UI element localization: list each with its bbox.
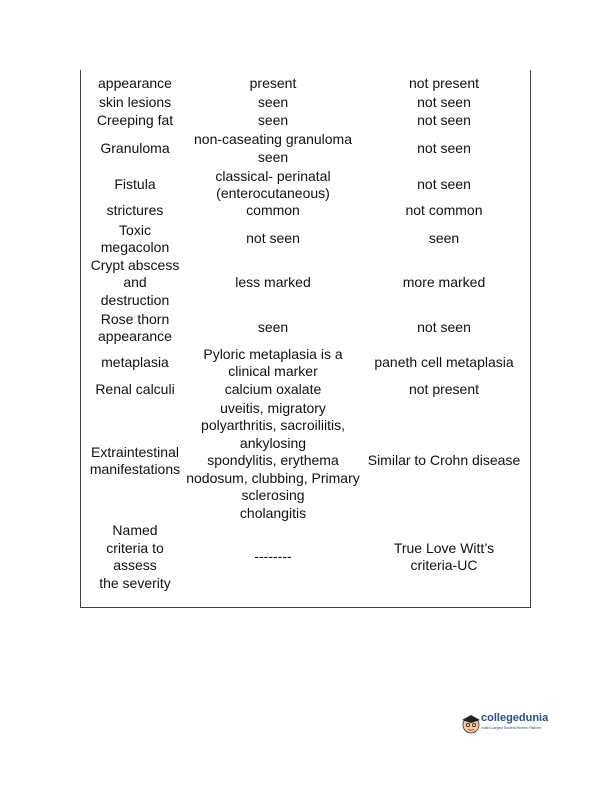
row-label-line: appearance [98,75,172,92]
uc-value-cell [360,202,528,220]
crohn-value-cell [186,202,360,220]
crohn-value-line: seen [257,148,289,165]
logo-name: collegedunia [481,712,549,724]
row-label-cell [84,75,186,93]
row-label-cell [84,444,186,479]
crohn-value-cell [186,230,360,248]
uc-value-cell [360,319,528,337]
crohn-value-cell [186,131,360,166]
crohn-value-cell [186,274,360,292]
row-label-cell [84,354,186,372]
crohn-value-cell [186,319,360,337]
crohn-value-line: seen [257,319,289,336]
uc-value-line: not common [405,202,483,219]
crohn-value-line: common [246,202,300,219]
crohn-value-line: -------- [254,548,292,565]
crohn-value-cell [186,346,360,381]
row-label-line: manifestations [89,461,181,477]
uc-value-line: not seen [417,139,471,156]
uc-value-line: Similar to Crohn disease [367,452,521,469]
uc-value-cell [360,540,528,575]
row-label-line: Crypt abscess [90,256,180,273]
crohn-value-line: Pyloric metaplasia is a [203,345,343,362]
row-label-cell [84,94,186,112]
crohn-value-line: not seen [246,230,300,247]
crohn-value-cell [186,548,360,566]
crohn-value-line: nodosum, clubbing, Primary [186,469,360,486]
row-label-line: Fistula [114,176,156,193]
row-label-cell [84,222,186,257]
row-label-line: criteria to [106,539,164,556]
row-label-line: skin lesions [98,93,172,110]
row-label-line: the severity [99,574,171,591]
uc-value-cell [360,452,528,470]
crohn-value-line: sclerosing [241,487,305,504]
row-label-cell [84,381,186,399]
crohn-value-line: calcium oxalate [224,381,322,398]
crohn-value-line: present [249,75,297,92]
uc-value-line: criteria-UC [410,557,478,573]
crohn-value-line: (enterocutaneous) [216,185,330,201]
row-label-line: Named [112,522,158,538]
row-label-line: Toxic [119,221,151,238]
row-label-line: megacolon [100,239,170,255]
uc-value-cell [360,94,528,112]
uc-value-line: not present [408,381,480,398]
row-label-cell [84,257,186,310]
crohn-value-cell [186,381,360,399]
crohn-value-cell [186,112,360,130]
row-label-cell [84,112,186,130]
uc-value-cell [360,354,528,372]
crohn-value-line: non-caseating granuloma [194,131,352,147]
crohn-value-line: seen [257,112,289,129]
row-label-cell [84,202,186,220]
uc-value-cell [360,75,528,93]
uc-value-cell [360,274,528,292]
uc-value-line: not present [408,75,480,92]
crohn-value-cell [186,94,360,112]
crohn-value-cell [186,75,360,93]
crohn-value-line: polyarthritis, sacroiliitis, [201,417,345,434]
uc-value-line: seen [428,230,460,247]
crohn-value-cell [186,400,360,523]
crohn-value-line: spondylitis, erythema [207,452,339,469]
uc-value-line: True Love Witt’s [393,539,495,556]
row-label-line: strictures [106,202,164,219]
row-label-line: assess [113,557,157,573]
row-label-line: Extraintestinal [91,443,179,460]
uc-value-cell [360,140,528,158]
crohn-value-line: seen [257,93,289,110]
row-label-line: Renal calculi [95,381,175,398]
crohn-value-cell [186,168,360,203]
row-label-cell [84,140,186,158]
logo-tagline: India's Largest Student Review Platform [481,726,542,730]
uc-value-line: not seen [417,319,471,336]
uc-value-line: not seen [417,176,471,193]
row-label-line: Granuloma [100,139,170,156]
uc-value-cell [360,230,528,248]
uc-value-line: not seen [417,93,471,110]
crohn-value-line: cholangitis [239,504,307,521]
uc-value-line: not seen [417,112,471,129]
row-label-line: Creeping fat [96,112,174,129]
row-label-line: metaplasia [101,354,169,371]
row-label-line: Rose thorn [100,310,170,327]
uc-value-cell [360,112,528,130]
crohn-value-line: ankylosing [239,434,307,451]
row-label-cell [84,176,186,194]
row-label-line: appearance [98,328,172,344]
uc-value-cell [360,176,528,194]
crohn-value-line: clinical marker [228,363,318,379]
uc-value-line: more marked [402,274,486,291]
row-label-cell [84,522,186,592]
crohn-value-line: less marked [235,274,311,291]
uc-value-cell [360,381,528,399]
crohn-value-line: uveitis, migratory [220,399,326,416]
row-label-line: and [123,274,147,291]
row-label-cell [84,311,186,346]
row-label-line: destruction [100,291,170,308]
uc-value-line: paneth cell metaplasia [374,354,514,371]
crohn-value-line: classical- perinatal [215,167,331,184]
